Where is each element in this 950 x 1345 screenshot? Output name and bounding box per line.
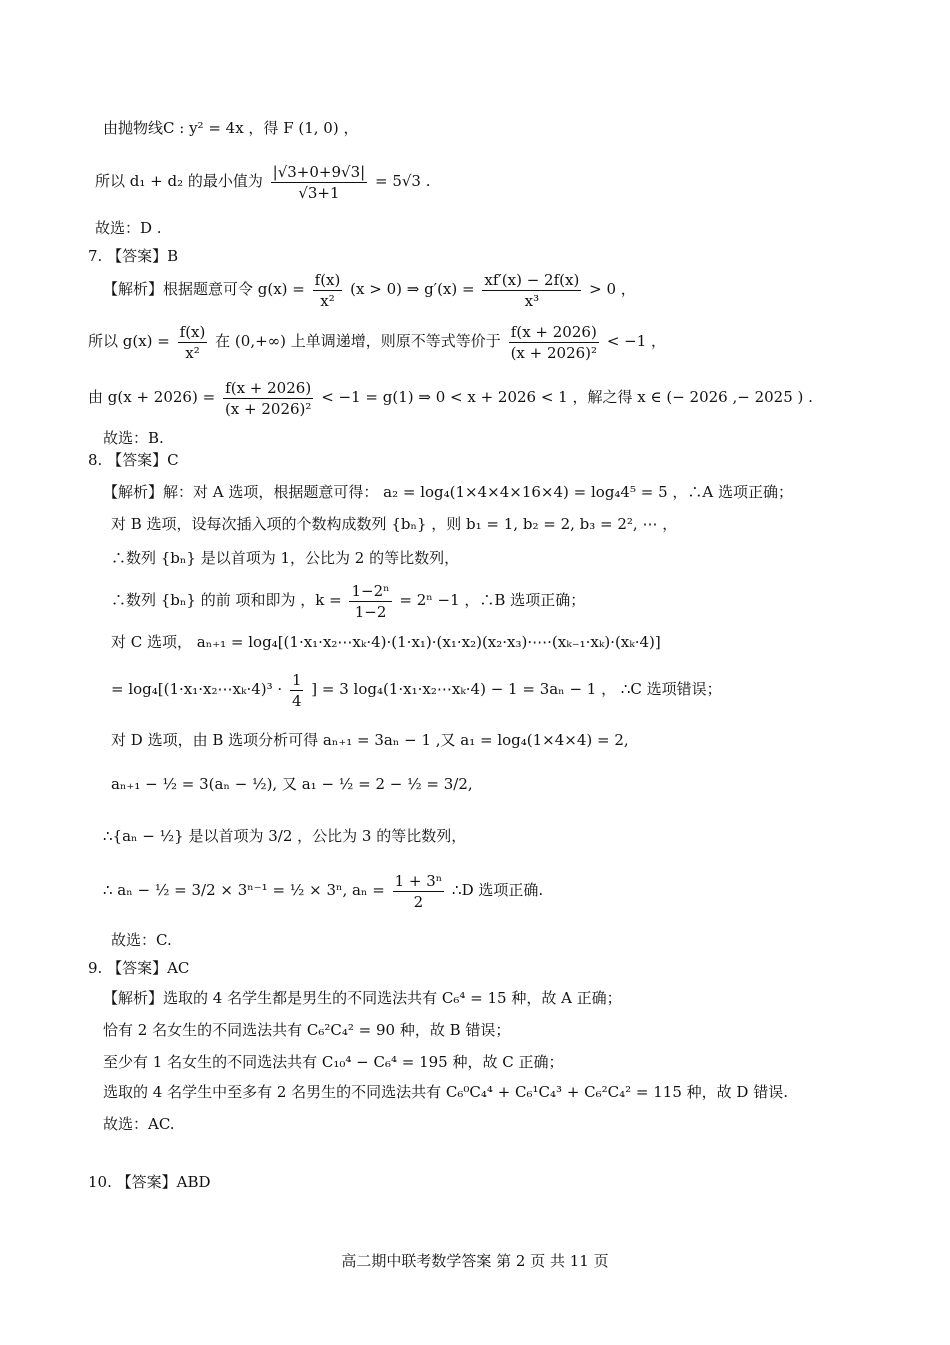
numerator: f(x + 2026) — [225, 378, 312, 397]
text-line: 故选：D . — [95, 219, 162, 237]
text-fragment: ∴D 选项正确. — [452, 881, 544, 899]
text-line: 对 D 选项，由 B 选项分析可得 aₙ₊₁ = 3aₙ − 1 ,又 a₁ = log₄(1×4×4) = 2, — [111, 731, 629, 749]
fraction — [271, 163, 368, 202]
numerator: f(x) — [179, 322, 206, 341]
text-line: 至少有 1 名女生的不同选法共有 C₁₀⁴ − C₆⁴ = 195 种，故 C 正确； — [103, 1053, 564, 1071]
denominator: (x + 2026)² — [224, 399, 312, 418]
text-line: 故选：AC. — [103, 1115, 175, 1133]
text-line: 10. 【答案】ABD — [88, 1173, 211, 1191]
fraction — [313, 271, 343, 310]
numerator: 1 — [291, 670, 302, 689]
fraction — [482, 271, 581, 310]
denominator: x² — [185, 343, 200, 362]
text-fragment: ] = 3 log₄(1·x₁·x₂⋯xₖ·4) − 1 = 3aₙ − 1 ， ∴C 选项错误； — [311, 680, 722, 698]
page-footer: 高二期中联考数学答案 第 2 页 共 11 页 — [341, 1252, 609, 1270]
text-line — [111, 666, 722, 712]
fraction — [349, 582, 391, 621]
text-fragment: 所以 g(x) = — [88, 332, 170, 350]
numerator: xf′(x) − 2f(x) — [484, 270, 580, 289]
text-fragment: 在 (0,+∞) 上单调递增，则原不等式等价于 — [215, 332, 501, 350]
text-fragment: < −1 ， — [606, 332, 667, 350]
denominator: 2 — [413, 892, 424, 911]
text-line: 【解析】解：对 A 选项，根据题意可得： a₂ = log₄(1×4×4×16×4) = log₄4⁵ = 5 ，∴A 选项正确； — [103, 483, 794, 501]
denominator: x³ — [524, 291, 540, 310]
text-line: 选取的 4 名学生中至多有 2 名男生的不同选法共有 C₆⁰C₄⁴ + C₆¹C₄³ + C₆²C₄² = 115 种，故 D 错误. — [103, 1083, 788, 1101]
text-line: 8. 【答案】C — [88, 451, 179, 469]
text-line: 故选：C. — [111, 931, 172, 949]
text-fragment: 由 g(x + 2026) = — [88, 388, 216, 406]
text-fragment: = 5√3 . — [374, 172, 431, 190]
text-fragment: < −1 = g(1) ⇒ 0 < x + 2026 < 1 ，解之得 x ∈ (− 2026 ,− 2025 ) . — [321, 388, 813, 406]
text-fragment: ∴ aₙ − ½ = 3/2 × 3ⁿ⁻¹ = ½ × 3ⁿ, aₙ = — [103, 881, 385, 899]
text-fragment: (x > 0) ⇒ g′(x) = — [350, 280, 475, 298]
numerator: 1−2ⁿ — [351, 581, 390, 600]
denominator: x² — [320, 291, 335, 310]
text-line: 7. 【答案】B — [88, 247, 179, 265]
text-line: 恰有 2 名女生的不同选法共有 C₆²C₄² = 90 种，故 B 错误； — [103, 1021, 511, 1039]
denominator: (x + 2026)² — [510, 343, 598, 362]
numerator: f(x + 2026) — [510, 322, 597, 341]
text-fragment: > 0 ， — [589, 280, 636, 298]
text-fragment: 所以 d₁ + d₂ 的最小值为 — [95, 172, 263, 190]
text-line — [95, 158, 431, 204]
text-line — [88, 318, 666, 364]
text-fragment: = 2ⁿ −1 ，∴B 选项正确； — [399, 591, 586, 609]
text-line — [103, 868, 543, 912]
text-line — [103, 266, 636, 312]
text-line: 【解析】选取的 4 名学生都是男生的不同选法共有 C₆⁴ = 15 种，故 A 正确； — [103, 989, 622, 1007]
numerator: |√3+0+9√3| — [272, 162, 366, 181]
text-fragment: = log₄[(1·x₁·x₂⋯xₖ·4)³ · — [111, 680, 283, 698]
denominator: 4 — [291, 691, 302, 710]
fraction — [393, 872, 445, 911]
fraction — [178, 323, 208, 362]
text-line — [111, 578, 585, 622]
text-line: 对 C 选项， aₙ₊₁ = log₄[(1·x₁·x₂⋯xₖ·4)·(1·x₁)·(x₁·x₂)(x₂·x₃)·⋯·(xₖ₋₁·xₖ)·(xₖ·4)] — [111, 633, 661, 651]
text-line: ∴{aₙ − ½} 是以首项为 3/2 ，公比为 3 的等比数列， — [103, 827, 467, 845]
text-fragment: 【解析】根据题意可令 g(x) = — [103, 280, 305, 298]
numerator: f(x) — [314, 270, 341, 289]
text-line: 由抛物线C : y² = 4x ，得 F (1, 0) ， — [103, 119, 359, 137]
text-line: 9. 【答案】AC — [88, 959, 190, 977]
text-fragment: ∴数列 {bₙ} 的前 项和即为 ，k = — [111, 591, 342, 609]
text-line: aₙ₊₁ − ½ = 3(aₙ − ½), 又 a₁ − ½ = 2 − ½ = 3/2, — [111, 775, 473, 793]
fraction — [290, 671, 304, 710]
denominator: √3+1 — [298, 183, 340, 202]
numerator: 1 + 3ⁿ — [394, 871, 443, 890]
text-line: 对 B 选项，设每次插入项的个数构成数列 {bₙ} ，则 b₁ = 1, b₂ = 2, b₃ = 2², ⋯ ， — [111, 515, 678, 533]
denominator: 1−2 — [354, 602, 387, 621]
fraction — [509, 323, 599, 362]
text-line: ∴数列 {bₙ} 是以首项为 1，公比为 2 的等比数列， — [111, 549, 460, 567]
text-line: 故选：B. — [103, 429, 164, 447]
fraction — [223, 379, 313, 418]
text-line — [88, 374, 813, 420]
